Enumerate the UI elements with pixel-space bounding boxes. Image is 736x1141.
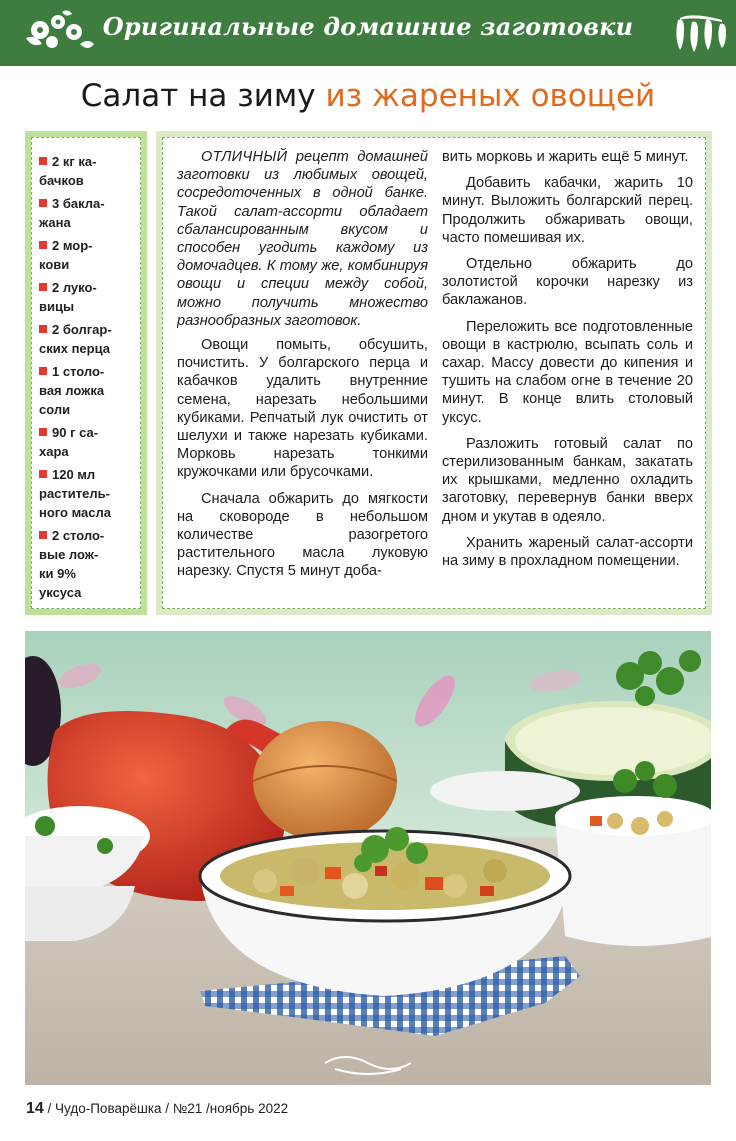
ingredient-text: хара bbox=[39, 444, 69, 459]
article-title-accent: из жареных овощей bbox=[325, 78, 656, 114]
ingredient-text: 3 бакла- bbox=[52, 196, 105, 211]
intro-lead-word: ОТЛИЧНЫЙ bbox=[201, 149, 288, 165]
ingredient-text: ских перца bbox=[39, 341, 110, 356]
ingredient-text: уксуса bbox=[39, 585, 82, 600]
step-paragraph: Разложить готовый салат по стерилизованным банкам, закатать их крышками, медленно охладить заготовку, перевернув банки вверх дном и укутав в одеяло. bbox=[442, 435, 693, 525]
ingredient-item bbox=[39, 278, 136, 316]
decorative-pepper-icon bbox=[672, 14, 734, 54]
bullet-square-icon bbox=[39, 325, 47, 333]
ingredient-text: ного масла bbox=[39, 505, 111, 520]
recipe-text-box bbox=[156, 131, 712, 615]
ingredient-item bbox=[39, 423, 136, 461]
ingredient-text: вые лож- bbox=[39, 547, 99, 562]
step-paragraph: Отдельно обжарить до золотистой корочки нарезку из баклажанов. bbox=[442, 256, 693, 309]
ingredient-text: 1 столо- bbox=[52, 364, 105, 379]
ingredient-item bbox=[39, 152, 136, 190]
step-paragraph: Овощи помыть, обсушить, почистить. У болгарского перца и кабачков удалить внутренние семена, нарезать небольшими кубиками. Репчатый лук очистить от шелухи и также нарезать кубиками. Морковь нарезать тонкими кружочками или брусочками. bbox=[177, 337, 428, 481]
ingredient-text: соли bbox=[39, 402, 71, 417]
ingredient-text: 2 болгар- bbox=[52, 322, 112, 337]
intro-text: рецепт домашней заготовки из любимых овощей, сосредоточенных в одной банке. Такой салат-ассорти обладает сбалансированным вкусом и способен угодить каждому из домочадцев. К тому же, комбинируя овощи и специи между собой, можно получить множество разнообразных заготовок. bbox=[177, 149, 428, 329]
step-paragraph-continued: вить морковь и жарить ещё 5 минут. bbox=[442, 149, 689, 165]
bullet-square-icon bbox=[39, 428, 47, 436]
ingredient-item bbox=[39, 526, 136, 602]
ingredient-item bbox=[39, 465, 136, 522]
ingredient-text: раститель- bbox=[39, 486, 110, 501]
bullet-square-icon bbox=[39, 157, 47, 165]
ingredient-item bbox=[39, 236, 136, 274]
recipe-column-right bbox=[442, 148, 693, 602]
step-paragraph: Сначала обжарить до мягкости на сковороде в небольшом количестве разогретого растительного масла луковую нарезку. Спустя 5 минут доба- bbox=[177, 490, 428, 580]
bullet-square-icon bbox=[39, 283, 47, 291]
header-bar bbox=[0, 0, 736, 66]
ingredient-text: ки 9% bbox=[39, 566, 76, 581]
ingredient-text: 2 луко- bbox=[52, 280, 97, 295]
page-number: 14 bbox=[26, 1100, 44, 1117]
salad-photo bbox=[25, 631, 711, 1085]
ingredient-text: кови bbox=[39, 257, 70, 272]
ingredients-box bbox=[25, 131, 147, 615]
ingredient-item bbox=[39, 194, 136, 232]
ingredient-text: 90 г са- bbox=[52, 425, 99, 440]
step-paragraph: Переложить все подготовленные овощи в кастрюлю, всыпать соль и сахар. Массу довести до кипения и тушить на слабом огне в течение 20 минут. В конце влить столовый уксус. bbox=[442, 318, 693, 426]
bullet-square-icon bbox=[39, 241, 47, 249]
ingredient-item bbox=[39, 320, 136, 358]
recipe-column-left bbox=[177, 148, 428, 602]
bullet-square-icon bbox=[39, 199, 47, 207]
ingredient-text: жана bbox=[39, 215, 71, 230]
ingredient-text: 2 столо- bbox=[52, 528, 105, 543]
ingredients-list bbox=[31, 137, 141, 609]
intro-paragraph bbox=[177, 148, 428, 330]
ingredient-text: бачков bbox=[39, 173, 84, 188]
section-title: Оригинальные домашние заготовки bbox=[102, 12, 634, 41]
ingredient-item bbox=[39, 362, 136, 419]
page-footer bbox=[26, 1100, 288, 1118]
step-paragraph: Добавить кабачки, жарить 10 минут. Выложить болгарский перец. Продолжить обжаривать овощи, часто помешивая их. bbox=[442, 175, 693, 246]
ingredient-text: 2 мор- bbox=[52, 238, 93, 253]
ingredient-text: 120 мл bbox=[52, 467, 96, 482]
magazine-info: / Чудо-Поварёшка / №21 /ноябрь 2022 bbox=[43, 1101, 289, 1116]
article-title-main: Салат на зиму bbox=[80, 78, 326, 114]
ingredient-text: вая ложка bbox=[39, 383, 105, 398]
ingredient-text: вицы bbox=[39, 299, 75, 314]
bullet-square-icon bbox=[39, 367, 47, 375]
bullet-square-icon bbox=[39, 531, 47, 539]
bullet-square-icon bbox=[39, 470, 47, 478]
step-paragraph: Хранить жареный салат-ассорти на зиму в прохладном помещении. bbox=[442, 534, 693, 570]
article-title bbox=[0, 78, 736, 114]
ingredient-text: 2 кг ка- bbox=[52, 154, 97, 169]
